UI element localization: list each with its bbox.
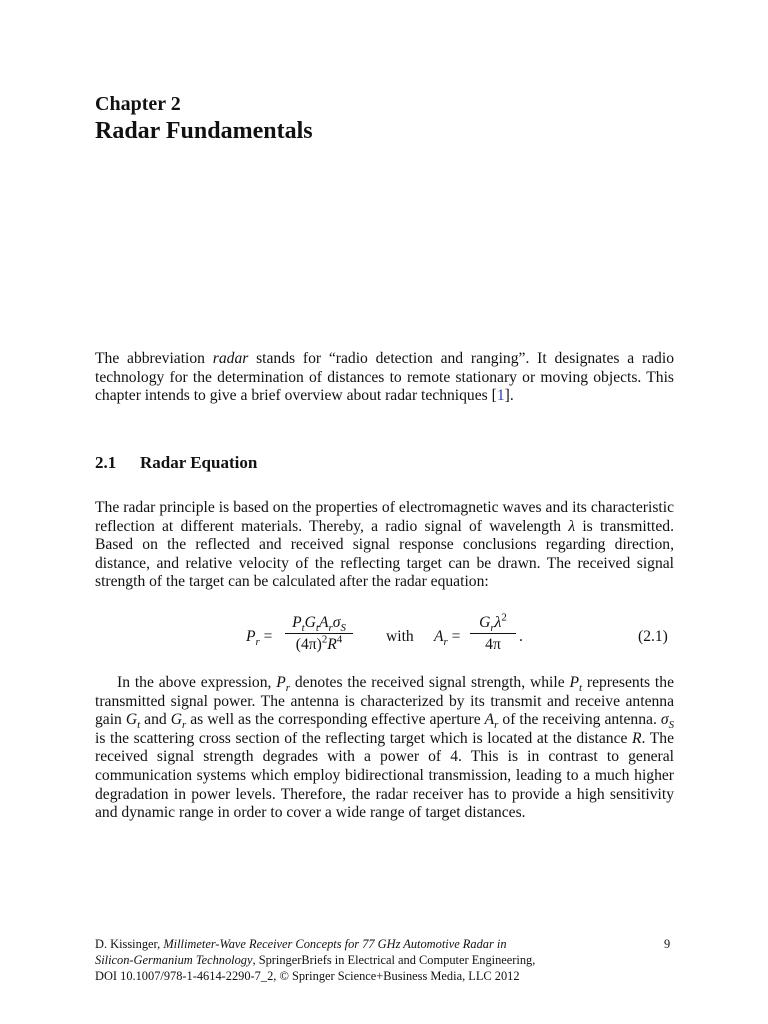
page-number: 9 [664,937,671,951]
fraction-2-denominator: 4π [485,636,501,653]
equation-aperture-lhs: $A_r$ = [434,628,461,648]
radar-equation [0,613,768,661]
equation-period: . [519,628,523,645]
intro-text-2: stands for “radio detection and ranging”. It designates a radio technology for the determination of distances to remote stationary or moving objects. This chapter intends to give a brief overview about radar techniques [ [95,350,674,405]
principle-text-1: The radar principle is based on the properties of electromagnetic waves and its characteristic reflection at different materials. Thereby, a radio signal of wavelength [95,499,674,535]
equation-fraction-1 [285,613,353,654]
equation-lhs: $P_r$ = [246,628,273,648]
expression-text: In the above expression, $P_r$ denotes the received signal strength, while $P_t$ represents the transmitted signal power. The antenna is characterized by its transmit and receive antenna gain $G_t$ and $G_r$ as well as the corresponding effective aperture $A_r$ of the receiving antenna. $\sigma_S$ is the scattering cross section of the reflecting target which is located at the distance R. The received signal strength degrades with a power of 4. This is in contrast to general communication systems which employ bidirectional transmission, leading to a much higher degradation in power levels. Therefore, the radar receiver has to provide a high sensitivity and dynamic range in order to cover a wide range of target distances. [95,674,675,822]
equation-fraction-2 [470,613,516,654]
fraction-2-numerator: $G_r\lambda^2$ [479,611,507,634]
citation-link[interactable]: 1 [496,387,505,405]
chapter-label: Chapter 2 [95,93,181,115]
intro-text-3: ]. [504,387,514,405]
principle-paragraph [95,499,674,592]
intro-paragraph [95,350,674,406]
fraction-1-denominator: $(4\pi)^2R^4$ [295,633,343,653]
expression-paragraph [95,674,674,823]
intro-text-1: The abbreviation [95,350,213,367]
chapter-title: Radar Fundamentals [95,118,313,144]
lambda-symbol: λ [568,517,576,535]
fraction-1-numerator: $P_tG_tA_r\sigma_S$ [292,614,346,634]
footer-doi: DOI 10.1007/978-1-4614-2290-7_2, © Springer Science+Business Media, LLC 2012 [95,969,520,983]
page-footer [95,936,675,984]
intro-term-radar: radar [212,350,249,367]
principle-text-2: is transmitted. Based on the reflected and received signal response conclusions regarding direction, distance, and relative velocity of the reflecting target can be drawn. The received signal strength of the target can be calculated after the radar equation: [95,517,674,591]
footer-line-2: Silicon-Germanium Technology, SpringerBriefs in Electrical and Computer Engineering, [95,953,536,967]
section-title: Radar Equation [140,453,258,472]
equation-with: with [386,628,414,645]
footer-line-1: D. Kissinger, Millimeter-Wave Receiver Concepts for 77 GHz Automotive Radar in [95,937,507,951]
section-number: 2.1 [95,453,117,472]
equation-number: (2.1) [638,628,668,645]
